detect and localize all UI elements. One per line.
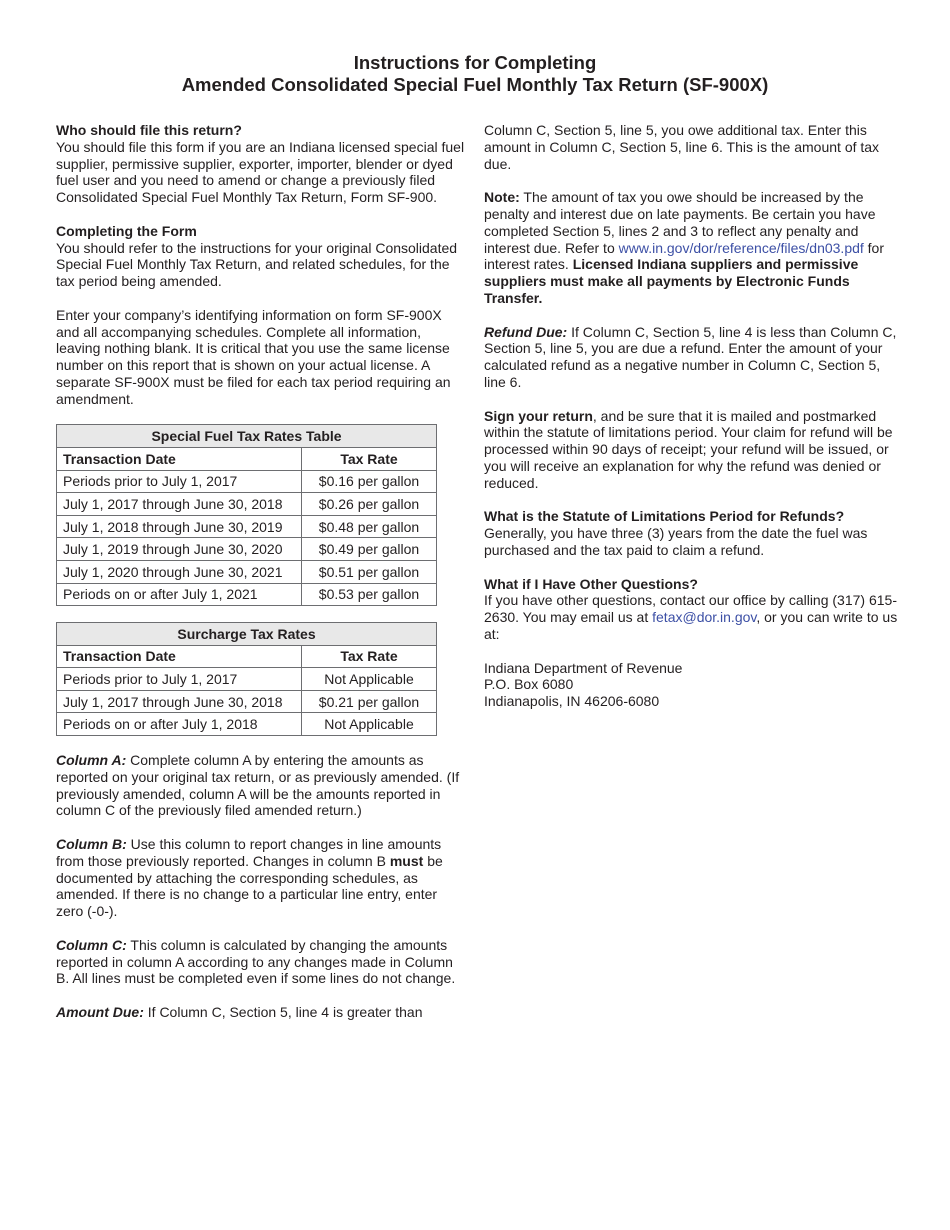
column-b-must: must bbox=[389, 852, 424, 869]
column-a-label: Column A: bbox=[56, 752, 127, 769]
column-c-text: This column is calculated by changing the amounts reported in column A according to any changes made in Column B. All lines must be completed even if some lines do not change. bbox=[56, 936, 456, 987]
address-line-1: Indiana Department of Revenue bbox=[484, 659, 683, 676]
questions-heading: What if I Have Other Questions? bbox=[484, 575, 698, 592]
right-column bbox=[484, 122, 899, 727]
title-line-2: Amended Consolidated Special Fuel Monthly Tax Return (SF-900X) bbox=[181, 74, 769, 95]
rate-date-cell: July 1, 2017 through June 30, 2018 bbox=[57, 493, 302, 516]
table-row bbox=[57, 470, 437, 493]
surcharge-date-cell: Periods prior to July 1, 2017 bbox=[57, 668, 302, 691]
note-label: Note: bbox=[484, 189, 520, 206]
rates-table-caption: Special Fuel Tax Rates Table bbox=[57, 425, 437, 448]
surcharge-col-rate-header: Tax Rate bbox=[302, 645, 437, 668]
rate-value-cell: $0.48 per gallon bbox=[302, 515, 437, 538]
document-title bbox=[0, 52, 950, 96]
statute-section bbox=[484, 508, 899, 558]
table-row bbox=[57, 690, 437, 713]
table-row bbox=[57, 560, 437, 583]
surcharge-value-cell: Not Applicable bbox=[302, 668, 437, 691]
surcharge-date-cell: Periods on or after July 1, 2018 bbox=[57, 713, 302, 736]
completing-section bbox=[56, 223, 466, 290]
column-a-text: Complete column A by entering the amounts as reported on your original tax return, or as previously amended. (If previously amended, column A will be the amounts reported in column C of the previously filed amended return.) bbox=[56, 752, 460, 819]
mailing-address bbox=[484, 660, 899, 710]
note-text-continued: for interest rates. bbox=[484, 239, 885, 273]
rates-col-date-header: Transaction Date bbox=[57, 447, 302, 470]
enter-info-paragraph: Enter your company’s identifying information on form SF-900X and all accompanying schedules. Complete all information, leaving nothing blank. It is critical that you use the same license number on this report that is shown on your actual license. A separate SF-900X must be filed for each tax period requiring an amendment. bbox=[56, 306, 451, 407]
table-row bbox=[57, 668, 437, 691]
rate-date-cell: July 1, 2019 through June 30, 2020 bbox=[57, 538, 302, 561]
questions-text-continued: , or you can write to us at: bbox=[484, 609, 898, 642]
completing-heading: Completing the Form bbox=[56, 222, 197, 239]
rate-date-cell: Periods prior to July 1, 2017 bbox=[57, 470, 302, 493]
table-row bbox=[57, 515, 437, 538]
statute-heading: What is the Statute of Limitations Period for Refunds? bbox=[484, 508, 845, 525]
table-row bbox=[57, 583, 437, 606]
sign-return-paragraph bbox=[484, 408, 899, 492]
note-text: The amount of tax you owe should be increased by the penalty and interest due on late payments. Be certain you have completed Section 5, lines 2 and 3 to reflect any penalty and interest due. Refer to bbox=[484, 189, 876, 256]
column-b-text-continued: be documented by attaching the corresponding schedules, as amended. If there is no change to a particular line entry, enter zero (-0-). bbox=[56, 852, 443, 920]
sign-return-text: , and be sure that it is mailed and postmarked within the statute of limitations period. Your claim for refund will be processed within 90 days of receipt; your refund will be issued, or you will receive an explanation for why the refund was denied or reduced. bbox=[484, 407, 893, 491]
amount-due-paragraph bbox=[56, 1004, 466, 1021]
column-b-label: Column B: bbox=[56, 836, 127, 853]
surcharge-tax-rates-table bbox=[56, 622, 437, 736]
interest-rates-link[interactable]: www.in.gov/dor/reference/files/dn03.pdf bbox=[618, 239, 864, 256]
refund-due-label: Refund Due: bbox=[484, 323, 568, 340]
email-link[interactable]: fetax@dor.in.gov bbox=[652, 609, 757, 626]
amount-due-continued: Column C, Section 5, line 5, you owe additional tax. Enter this amount in Column C, Section 5, line 6. This is the amount of tax due. bbox=[484, 122, 880, 172]
rate-date-cell: July 1, 2018 through June 30, 2019 bbox=[57, 515, 302, 538]
table-row bbox=[57, 713, 437, 736]
questions-text: If you have other questions, contact our office by calling (317) 615-2630. You may email us at bbox=[484, 592, 897, 626]
questions-section bbox=[484, 576, 899, 643]
completing-text: You should refer to the instructions for your original Consolidated Special Fuel Monthly Tax Return, and related schedules, for the tax period being amended. bbox=[56, 239, 458, 290]
who-section bbox=[56, 122, 466, 206]
column-c-label: Column C: bbox=[56, 936, 127, 953]
note-paragraph bbox=[484, 189, 899, 307]
left-column bbox=[56, 122, 466, 1038]
who-heading: Who should file this return? bbox=[56, 122, 242, 138]
table-row bbox=[57, 538, 437, 561]
refund-due-text: If Column C, Section 5, line 4 is less than Column C, Section 5, line 5, you are due a refund. Enter the amount of your calculated refund as a negative number in Column C, Section 5, line 6. bbox=[484, 323, 897, 390]
eft-requirement: Licensed Indiana suppliers and permissive suppliers must make all payments by Electronic Funds Transfer. bbox=[484, 256, 859, 306]
rate-value-cell: $0.51 per gallon bbox=[302, 560, 437, 583]
rate-date-cell: Periods on or after July 1, 2021 bbox=[57, 583, 302, 606]
column-b-paragraph bbox=[56, 836, 466, 920]
amount-due-text: If Column C, Section 5, line 4 is greater than bbox=[147, 1004, 423, 1021]
title-line-1: Instructions for Completing bbox=[353, 52, 597, 73]
statute-text: Generally, you have three (3) years from the date the fuel was purchased and the tax paid to claim a refund. bbox=[484, 525, 868, 558]
surcharge-date-cell: July 1, 2017 through June 30, 2018 bbox=[57, 690, 302, 713]
column-a-paragraph bbox=[56, 752, 466, 819]
column-c-paragraph bbox=[56, 937, 466, 987]
refund-due-paragraph bbox=[484, 324, 899, 391]
column-b-text: Use this column to report changes in line amounts from those previously reported. Changes in column B bbox=[56, 836, 442, 869]
who-text: You should file this form if you are an Indiana licensed special fuel supplier, permissive supplier, exporter, importer, blender or dyed fuel user and you need to amend or change a previously filed Consolidated Special Fuel Monthly Tax Return, Form SF-900. bbox=[56, 138, 465, 206]
amount-due-label: Amount Due: bbox=[56, 1004, 144, 1021]
address-line-2: P.O. Box 6080 bbox=[484, 676, 574, 693]
rate-date-cell: July 1, 2020 through June 30, 2021 bbox=[57, 560, 302, 583]
surcharge-value-cell: $0.21 per gallon bbox=[302, 690, 437, 713]
surcharge-col-date-header: Transaction Date bbox=[57, 645, 302, 668]
rate-value-cell: $0.53 per gallon bbox=[302, 583, 437, 606]
rates-col-rate-header: Tax Rate bbox=[302, 447, 437, 470]
rate-value-cell: $0.26 per gallon bbox=[302, 493, 437, 516]
surcharge-value-cell: Not Applicable bbox=[302, 713, 437, 736]
address-line-3: Indianapolis, IN 46206-6080 bbox=[484, 693, 660, 710]
surcharge-table-caption: Surcharge Tax Rates bbox=[57, 623, 437, 646]
rate-value-cell: $0.49 per gallon bbox=[302, 538, 437, 561]
special-fuel-tax-rates-table bbox=[56, 424, 437, 606]
table-row bbox=[57, 493, 437, 516]
sign-return-label: Sign your return bbox=[484, 407, 593, 424]
rate-value-cell: $0.16 per gallon bbox=[302, 470, 437, 493]
